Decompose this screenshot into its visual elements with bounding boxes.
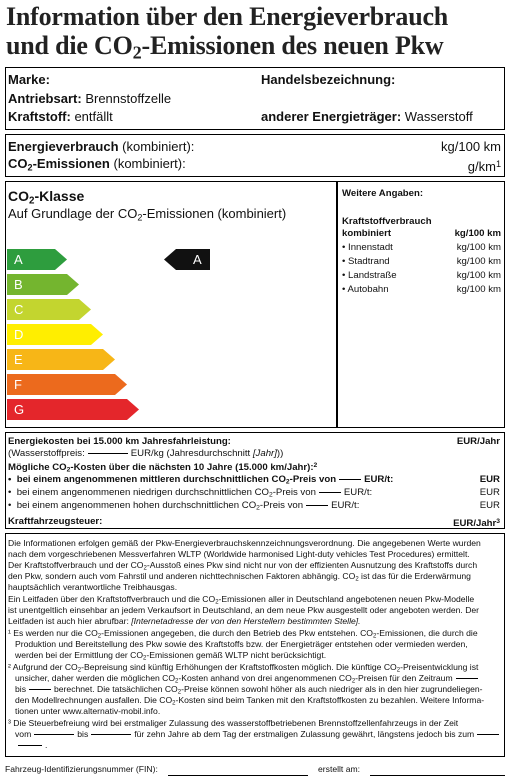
weitere-angaben-title: Weitere Angaben:: [342, 188, 424, 199]
wasserstoffpreis-row: (Wasserstoffpreis: EUR/kg (Jahresdurchschnitt [Jahr])): [8, 448, 284, 459]
energietraeger-row: anderer Energieträger: Wasserstoff: [261, 109, 473, 124]
kfz-steuer-unit: EUR/Jahr$^3$: [453, 518, 500, 530]
vehicle-info-box: [5, 67, 505, 130]
class-arrow-e: [7, 349, 115, 370]
class-arrow-label: E: [14, 352, 23, 367]
info-line: werden bei der Ermittlung der $CO_2$-Emissionen gemäß WLTP nicht berücksichtigt.: [15, 650, 327, 662]
co2-cost-value: EUR: [479, 500, 500, 511]
weitere-row-unit: kg/100 km: [456, 242, 501, 253]
info-line: ist unentgeltlich einsehbar an jedem Verkaufsort in Deutschland, an dem neue Pkw ausgestellt oder angeboten werden. Der: [8, 605, 480, 615]
class-arrow-label: G: [14, 402, 25, 417]
class-arrow-label: B: [14, 277, 23, 292]
kraftstoff-row: Kraftstoff: entfällt: [8, 109, 113, 124]
class-arrow-label: A: [14, 252, 23, 267]
energieverbrauch-label: Energieverbrauch (kombiniert):: [8, 139, 195, 154]
antriebsart-value: Brennstoffzelle: [85, 91, 172, 106]
erstellt-field-line[interactable]: [370, 775, 505, 776]
class-arrow-label: C: [14, 302, 24, 317]
class-arrow-f: [7, 374, 127, 395]
costs-box: [5, 432, 505, 529]
kfz-steuer-label: Kraftfahrzeugsteuer:: [8, 516, 103, 527]
info-line: Der Kraftstoffverbrauch und der $CO_2$-Ausstoß eines Pkw sind nicht nur von der effizienten Ausnutzung des Kraftstoffs durch: [8, 560, 478, 572]
footnote-1: ¹ Es werden nur die $CO_2$-Emissionen angegeben, die durch den Betrieb des Pkw entstehen. $CO_2$-Emissionen, die durch die: [8, 628, 478, 640]
page-title: [6, 2, 506, 68]
co2-cost-row: • bei einem angenommenen hohen durchschnittlichen $CO_2$-Preis von EUR/t:: [8, 500, 360, 512]
info-line: Leitfaden ist auch hier abrufbar: [Internetadresse der von den Herstellern bestimmten Stelle].: [8, 616, 361, 626]
co2-emissionen-label: $CO_2$-Emissionen (kombiniert):: [8, 156, 186, 173]
footnote-3: ³ Die Steuerbefreiung wird bei erstmaliger Zulassung des wasserstoffbetriebenen Brennstoffzellenfahrzeugs in der Zeit: [8, 718, 459, 728]
weitere-row-label: • Autobahn: [342, 284, 389, 295]
info-line: bis berechnet. Die tatsächlichen $CO_2$-Preise können sowohl höher als auch niedriger als in den hier zugrundeliegen-: [15, 684, 483, 696]
energietraeger-value: Wasserstoff: [404, 109, 473, 124]
co2-class-title: $CO_2$-Klasse: [8, 188, 85, 207]
title-line-1: Information über den Energieverbrauch: [6, 2, 449, 31]
co2-cost-value: EUR: [479, 474, 500, 485]
info-line: tionen unter www.alternativ-mobil.info.: [15, 706, 161, 716]
consumption-box: [5, 134, 505, 177]
kraftstoff-value: entfällt: [74, 109, 113, 124]
co2-class-subtitle: Auf Grundlage der $CO_2$-Emissionen (kombiniert): [8, 206, 287, 223]
energiekosten-unit: EUR/Jahr: [456, 436, 500, 447]
energieverbrauch-unit: kg/100 km: [441, 139, 501, 154]
weitere-row-label: • Landstraße: [342, 270, 397, 281]
footnote-2: ² Aufgrund der $CO_2$-Bepreisung sind künftig Erhöhungen der Kraftstoffkosten möglich. Die künftige $CO_2$-Preisentwicklung ist: [8, 662, 479, 674]
kv-label-line2: kombiniert: [342, 228, 392, 239]
fin-field-line[interactable]: [168, 775, 308, 776]
fin-label: Fahrzeug-Identifizierungsnummer (FIN):: [5, 764, 158, 774]
info-line: den Pkw, sondern auch vom Fahrstil und anderen nichttechnischen Faktoren abhängig. $CO_2$ ist das für die Erderwärmung: [8, 571, 471, 583]
info-line: Die Informationen erfolgen gemäß der Pkw-Energieverbrauchskennzeichnungsverordnung. Die angegebenen Werte wurden: [8, 538, 481, 548]
info-line: vom bis für zehn Jahre ab dem Tag der erstmaligen Zulassung gewährt, längstens jedoch bis zum: [15, 729, 502, 740]
antriebsart-row: Antriebsart: Brennstoffzelle: [8, 91, 172, 106]
kv-label-line1: Kraftstoffverbrauch: [342, 216, 432, 227]
weitere-row-unit: kg/100 km: [456, 270, 501, 281]
class-arrow-g: [7, 399, 139, 420]
info-line: .: [15, 740, 47, 751]
erstellt-label: erstellt am:: [318, 764, 361, 774]
weitere-row-unit: kg/100 km: [456, 284, 501, 295]
weitere-row-unit: kg/100 km: [456, 256, 501, 267]
info-line: hauptsächlich verantwortliche Treibhausgas.: [8, 582, 178, 592]
title-line-2: und die $CO_2$-Emissionen des neuen Pkw: [6, 31, 444, 63]
info-line: unsicher, daher werden die möglichen $CO_2$-Kosten anhand von drei angenommenen $CO_2$-Preisen für den Zeitraum: [15, 673, 481, 688]
weitere-row-label: • Stadtrand: [342, 256, 390, 267]
class-indicator-label: A: [193, 252, 202, 267]
info-line: den Modellrechnungen ausfallen. Die $CO_2$-Kosten sind beim Tanken mit den Kraftstoffkosten zu bezahlen. Weitere Informa-: [15, 695, 485, 707]
co2-emissionen-unit: $g/km^1$: [467, 159, 501, 175]
info-line: nach dem vorgeschriebenen Messverfahren WLTP (Worldwide harmonised Light-duty vehicles Test Procedures) ermittelt.: [8, 549, 470, 559]
moegliche-co2-kosten-label: Mögliche $CO_2$-Kosten über die nächsten 10 Jahre (15.000 km/Jahr):$^2$: [8, 462, 318, 474]
co2-class-scale: [6, 242, 336, 422]
co2-class-box: [5, 181, 337, 428]
marke-label: Marke:: [8, 72, 50, 87]
class-indicator-arrow: [164, 249, 210, 270]
handelsbezeichnung-label: Handelsbezeichnung:: [261, 72, 396, 87]
co2-cost-value: EUR: [479, 487, 500, 498]
info-line: Ein Leitfaden über den Kraftstoffverbrauch und die $CO_2$-Emissionen aller in Deutschland angebotenen neuen Pkw-Modelle: [8, 594, 475, 606]
co2-cost-row: • bei einem angenommenen mittleren durchschnittlichen $CO_2$-Preis von EUR/t:: [8, 474, 394, 486]
weitere-row-label: • Innenstadt: [342, 242, 393, 253]
info-line: Produktion und Bereitstellung des Pkw sowie des Kraftstoffs bzw. der Energieträger entstehen oder vermieden werden,: [15, 639, 468, 649]
energiekosten-label: Energiekosten bei 15.000 km Jahresfahrleistung:: [8, 436, 231, 447]
weitere-angaben-box: [337, 181, 505, 428]
class-arrow-label: F: [14, 377, 22, 392]
co2-cost-row: • bei einem angenommenen niedrigen durchschnittlichen $CO_2$-Preis von EUR/t:: [8, 487, 373, 499]
kv-unit: kg/100 km: [454, 228, 501, 239]
info-text-box: [5, 533, 505, 757]
class-arrow-label: D: [14, 327, 24, 342]
